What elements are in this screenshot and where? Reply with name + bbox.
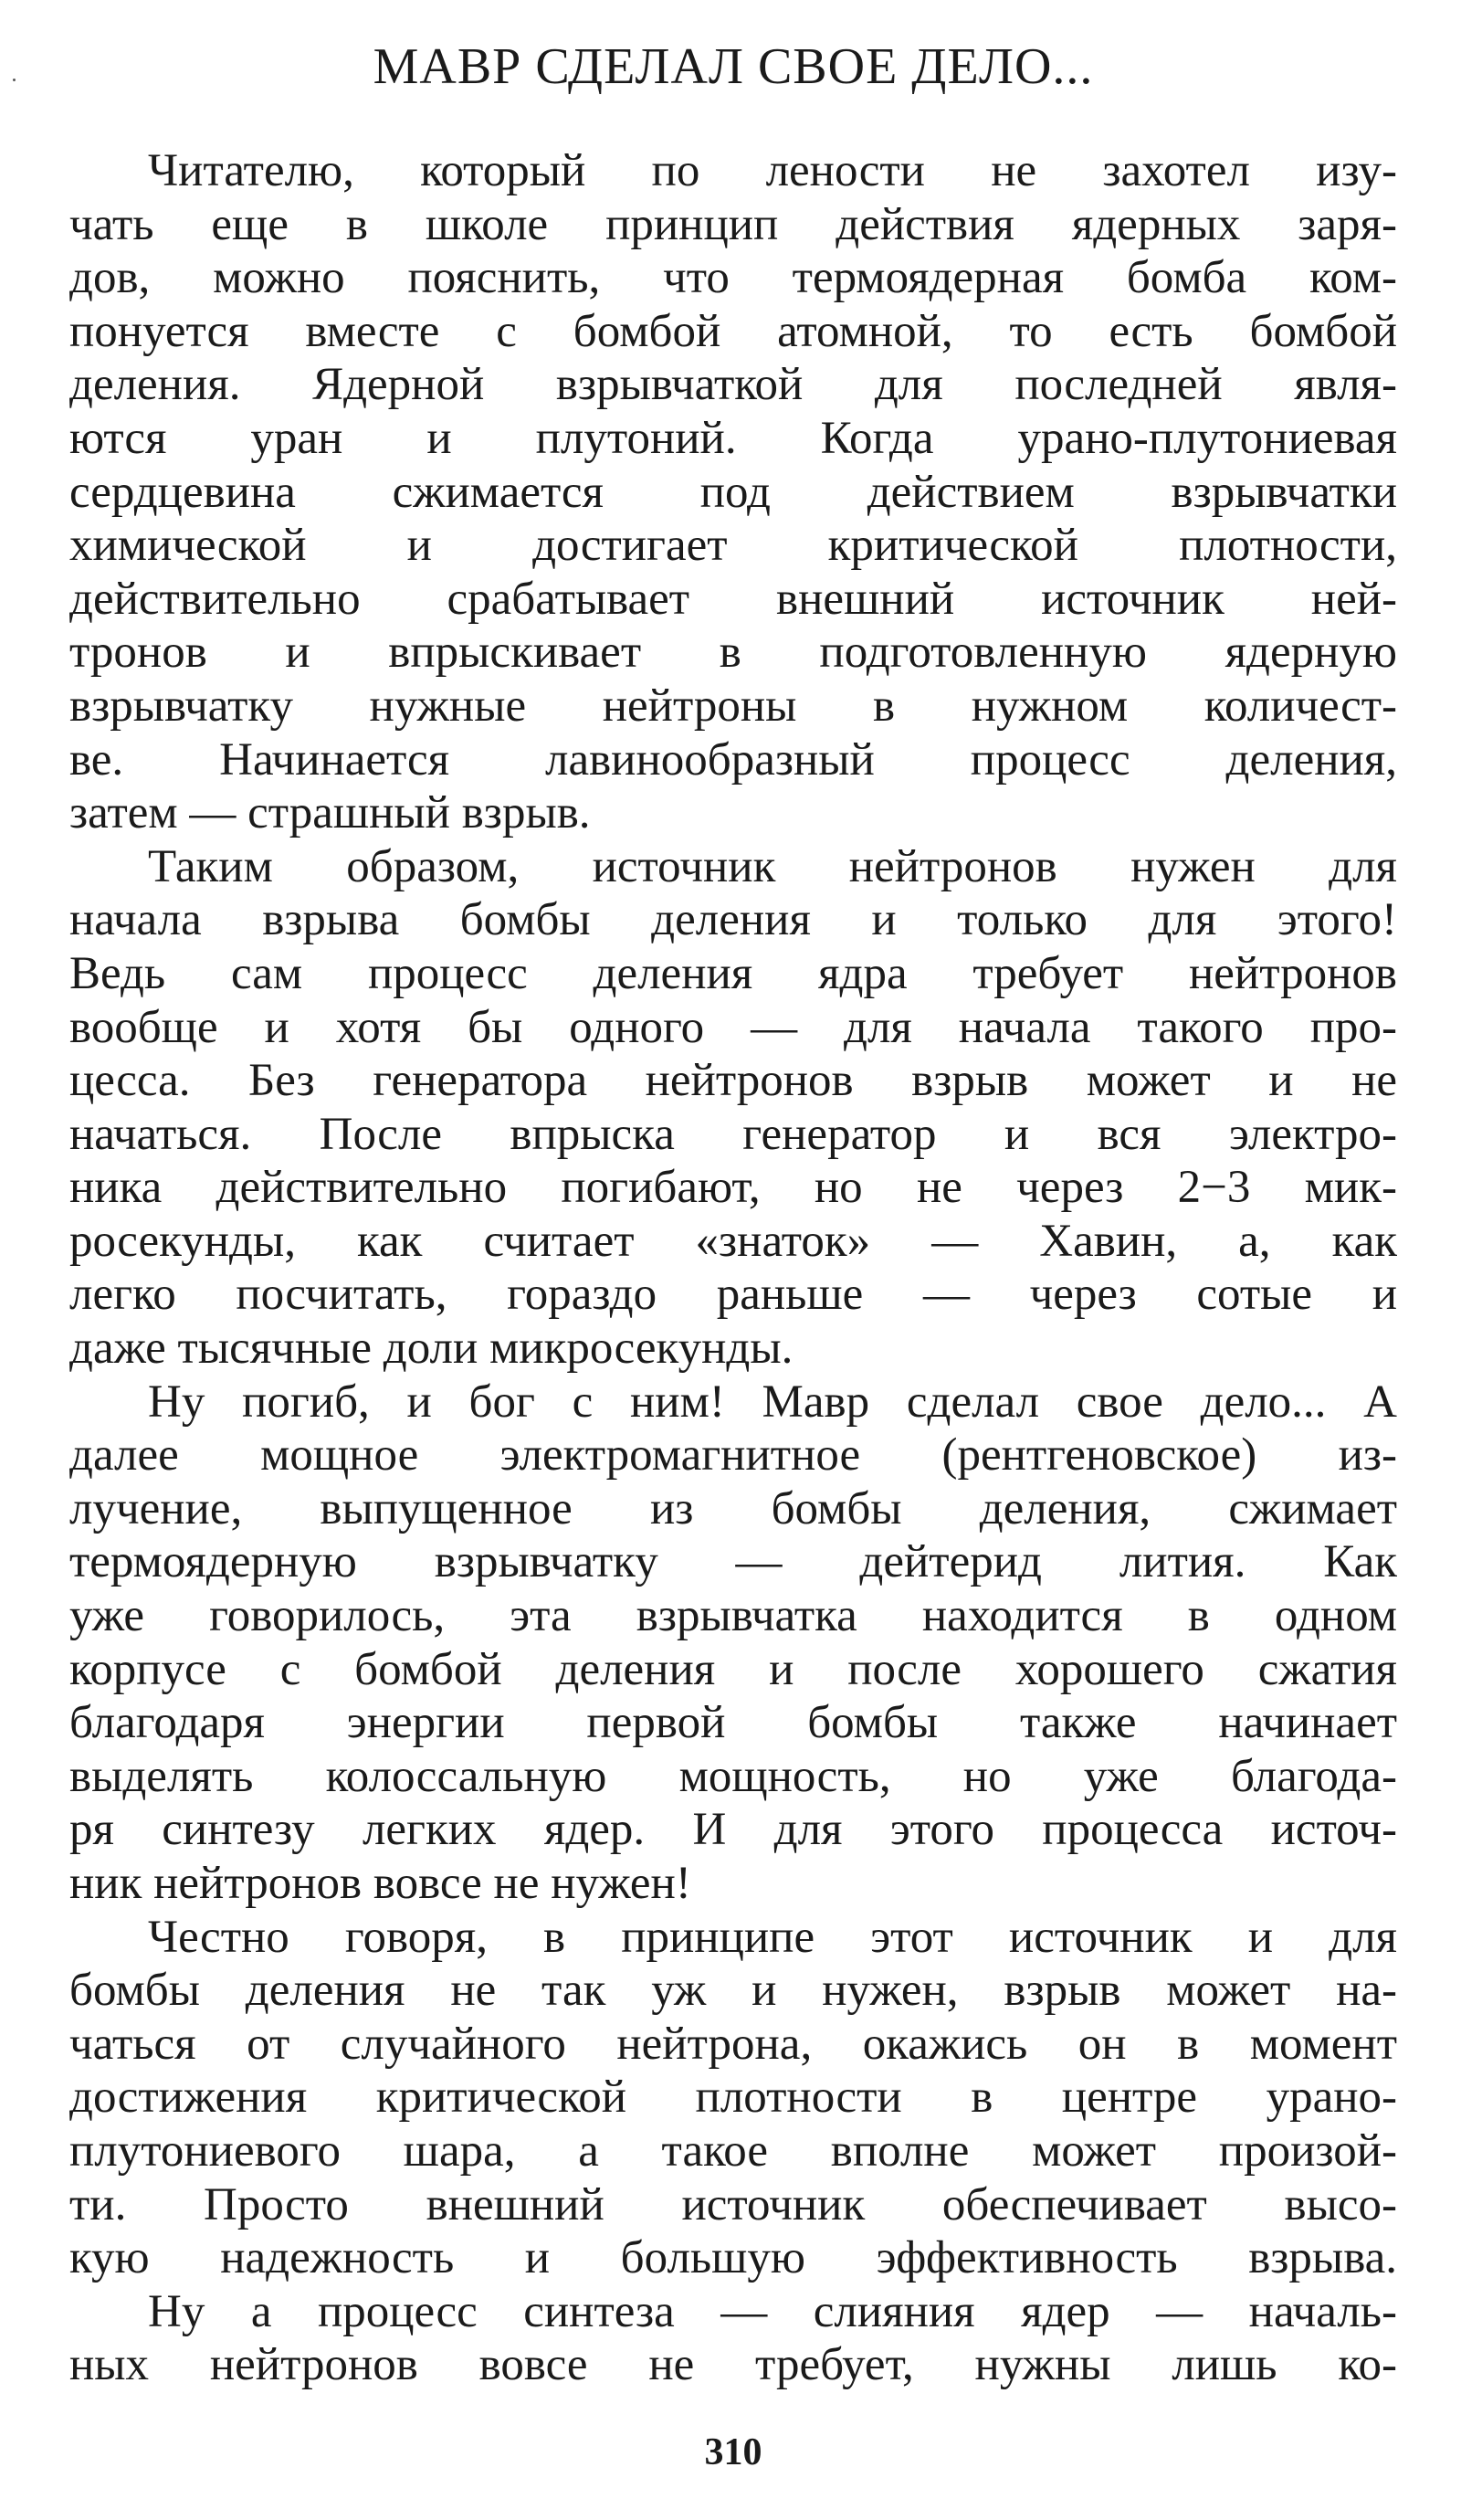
text-line: затем — страшный взрыв.	[69, 787, 591, 839]
text-line: ник нейтронов вовсе не нужен!	[69, 1858, 691, 1909]
text-line: выделять колоссальную мощность, но уже благода-	[69, 1750, 1397, 1802]
text-line: ника действительно погибают, но не через 2−3 мик-	[69, 1162, 1397, 1214]
text-line: начаться. После впрыска генератор и вся электро-	[69, 1108, 1397, 1160]
text-line: благодаря энергии первой бомбы также начинает	[69, 1697, 1397, 1749]
text-line: Честно говоря, в принципе этот источник и для	[148, 1911, 1397, 1963]
text-line: деления. Ядерной взрывчаткой для последней явля-	[69, 359, 1397, 411]
text-line: корпусе с бомбой деления и после хорошего сжатия	[69, 1643, 1397, 1695]
text-line: лучение, выпущенное из бомбы деления, сжимает	[69, 1482, 1397, 1534]
text-line: ных нейтронов вовсе не требует, нужны лишь ко-	[69, 2339, 1397, 2391]
text-line: Ну погиб, и бог с ним! Мавр сделал свое дело... А	[148, 1376, 1397, 1428]
text-line: росекунды, как считает «знаток» — Хавин, а, как	[69, 1215, 1397, 1267]
paragraph-2	[69, 840, 1397, 1376]
text-line: Таким образом, источник нейтронов нужен для	[148, 840, 1397, 892]
text-line: химической и достигает критической плотности,	[69, 520, 1397, 572]
book-page	[69, 0, 1397, 2520]
text-line: ве. Начинается лавинообразный процесс деления,	[69, 733, 1397, 786]
text-line: Читателю, который по лености не захотел изу-	[148, 145, 1397, 196]
text-line: даже тысячные доли микросекунды.	[69, 1323, 794, 1375]
scan-speck	[13, 79, 16, 81]
text-line: плутониевого шара, а такое вполне может произой-	[69, 2125, 1397, 2177]
paragraph-5	[69, 2285, 1397, 2392]
page-title: МАВР СДЕЛАЛ СВОЕ ДЕЛО...	[373, 38, 1094, 95]
text-line: взрывчатку нужные нейтроны в нужном количест-	[69, 680, 1397, 732]
text-line: цесса. Без генератора нейтронов взрыв может и не	[69, 1055, 1397, 1107]
text-line: Ну а процесс синтеза — слияния ядер — началь-	[148, 2285, 1397, 2337]
text-line: термоядерную взрывчатку — дейтерид лития. Как	[69, 1536, 1397, 1588]
text-line: начала взрыва бомбы деления и только для этого!	[69, 894, 1397, 946]
text-line: ти. Просто внешний источник обеспечивает высо-	[69, 2178, 1397, 2230]
text-line: далее мощное электромагнитное (рентгеновское) из-	[69, 1429, 1397, 1481]
text-line: уже говорилось, эта взрывчатка находится в одном	[69, 1590, 1397, 1642]
page-number: 310	[704, 2431, 762, 2473]
text-line: Ведь сам процесс деления ядра требует нейтронов	[69, 947, 1397, 999]
text-line: вообще и хотя бы одного — для начала такого про-	[69, 1001, 1397, 1053]
paragraph-4	[69, 1911, 1397, 2285]
text-line: действительно срабатывает внешний источник ней-	[69, 573, 1397, 625]
text-line: чать еще в школе принцип действия ядерных заря-	[69, 198, 1397, 250]
text-line: чаться от случайного нейтрона, окажись он в момент	[69, 2018, 1397, 2070]
text-line: кую надежность и большую эффективность взрыва.	[69, 2232, 1397, 2284]
text-line: тронов и впрыскивает в подготовленную ядерную	[69, 627, 1397, 679]
paragraph-1	[69, 144, 1397, 840]
paragraph-3	[69, 1376, 1397, 1911]
text-line: бомбы деления не так уж и нужен, взрыв может на-	[69, 1965, 1397, 2017]
body-text	[69, 144, 1397, 2392]
text-line: достижения критической плотности в центре урано-	[69, 2072, 1397, 2124]
text-line: дов, можно пояснить, что термоядерная бомба ком-	[69, 252, 1397, 304]
text-line: понуется вместе с бомбой атомной, то есть бомбой	[69, 305, 1397, 357]
text-line: сердцевина сжимается под действием взрывчатки	[69, 466, 1397, 518]
text-line: ются уран и плутоний. Когда урано-плутониевая	[69, 412, 1397, 464]
text-line: ря синтезу легких ядер. И для этого процесса источ-	[69, 1804, 1397, 1856]
text-line: легко посчитать, гораздо раньше — через сотые и	[69, 1269, 1397, 1321]
